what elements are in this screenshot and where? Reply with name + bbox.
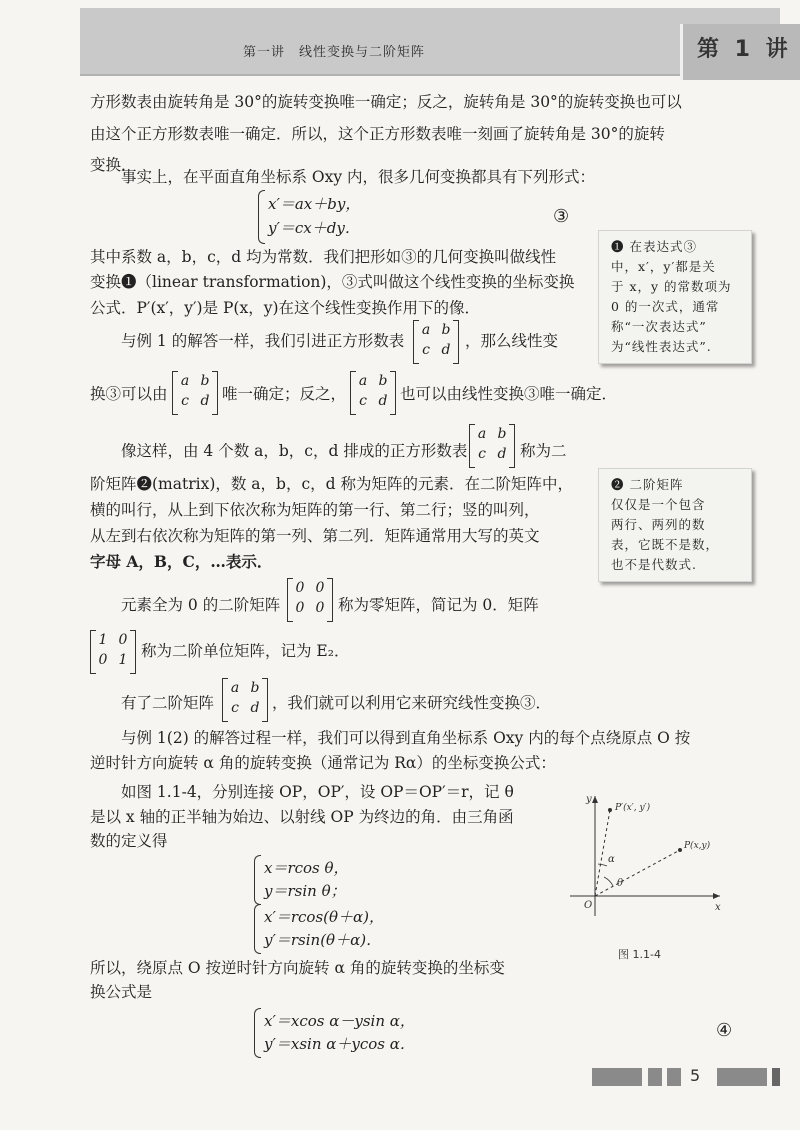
text-line: 元素全为 0 的二阶矩阵 (121, 596, 281, 614)
text-line: 字母 A，B，C，…表示． (90, 552, 273, 571)
theta-arc (604, 877, 613, 886)
text-line: 称为零矩阵，简记为 0．矩阵 (338, 596, 539, 614)
y-axis-arrow (592, 796, 598, 803)
equation-polar-1: x＝rcos θ， y＝rsin θ； (254, 855, 404, 903)
text-line: 换③可以由 (90, 385, 168, 403)
text-line: 是以 x 轴的正半轴为始边、以射线 OP 为终边的角．由三角函 (90, 808, 514, 826)
equation-polar-2: x′＝rcos(θ＋α)， y′＝rsin(θ＋α)． (254, 904, 424, 952)
text-line: 阶矩阵❷(matrix)，数 a，b，c，d 称为矩阵的元素．在二阶矩阵中， (90, 475, 573, 493)
text-line: 从左到右依次称为矩阵的第一列、第二列．矩阵通常用大写的英文 (90, 527, 540, 545)
text-line: 数的定义得 (90, 832, 168, 850)
lecture-badge (680, 24, 800, 80)
alpha-arc (598, 864, 607, 866)
text-line: 方形数表由旋转角是 30°的旋转变换唯一确定；反之，旋转角是 30°的旋转变换也可以 (90, 93, 682, 111)
alpha-label: α (608, 854, 615, 865)
rotation-figure (560, 790, 730, 920)
text-line: 称为二 (520, 442, 567, 460)
matrix-zero: 0 0 0 0 (287, 578, 333, 620)
text-line: 公式．P′(x′，y′)是 P(x，y)在这个线性变换作用下的像． (90, 299, 481, 317)
origin-label: O (584, 900, 593, 911)
equation-4: x′＝xcos α－ysin α， y′＝xsin α＋ycos α． (254, 1008, 464, 1056)
text-line: 其中系数 a，b，c，d 均为常数．我们把形如③的几何变换叫做线性 (90, 248, 557, 266)
matrix-abcd: a b c d (469, 424, 515, 466)
text-line: 有了二阶矩阵 (121, 694, 215, 712)
page-header (80, 8, 792, 76)
equation-line: y′＝cx＋dy． (268, 219, 360, 237)
ray-op-prime (595, 810, 610, 896)
x-axis-label: x (715, 902, 721, 913)
margin-note-2: ❷ 二阶矩阵 仅仅是一个包含 两行、两列的数 表，它既不是数， 也不是代数式. (598, 468, 752, 582)
matrix-abcd: a b c d (413, 320, 459, 362)
text-line: 换公式是 (90, 983, 153, 1001)
text-line: 变换． (90, 156, 137, 174)
text-line: 也可以由线性变换③唯一确定． (400, 385, 618, 403)
point-p-prime (608, 808, 612, 812)
text-line: 由这个正方形数表唯一确定．所以，这个正方形数表唯一刻画了旋转角是 30°的旋转 (90, 125, 665, 143)
y-axis-label: y (586, 794, 592, 805)
text-line: 横的叫行，从上到下依次称为矩阵的第一行、第二行；竖的叫列， (90, 501, 540, 519)
equation-number-4: ④ (716, 1020, 733, 1041)
text-line: 称为二阶单位矩阵，记为 E₂． (141, 642, 350, 660)
p-label: P(x,y) (684, 841, 711, 851)
p-prime-label: P′(x′, y′) (615, 803, 651, 813)
lecture-badge-text: 第 1 讲 (697, 37, 792, 62)
text-line: 事实上，在平面直角坐标系 Oxy 内，很多几何变换都具有下列形式： (121, 168, 596, 186)
theta-label: θ (617, 878, 624, 889)
text-line: 唯一确定；反之， (222, 385, 347, 403)
text-line: 逆时针方向旋转 α 角的旋转变换（通常记为 Rα）的坐标变换公式： (90, 754, 556, 772)
text-line: 所以，绕原点 O 按逆时针方向旋转 α 角的旋转变换的坐标变 (90, 959, 505, 977)
text-line: 与例 1 的解答一样，我们引进正方形数表 (121, 332, 405, 350)
matrix-abcd: a b c d (350, 371, 396, 413)
matrix-identity: 1 0 0 1 (90, 630, 136, 672)
equation-line: x′＝ax＋by， (268, 195, 361, 213)
point-p (678, 848, 682, 852)
equation-number-3: ③ (553, 206, 570, 227)
page-number: 5 (690, 1066, 701, 1085)
text-line: 像这样，由 4 个数 a，b，c，d 排成的正方形数表 (121, 442, 468, 460)
text-line: ，我们就可以利用它来研究线性变换③． (272, 694, 552, 712)
matrix-abcd: a b c d (222, 678, 268, 720)
figure-caption: 图 1.1-4 (618, 948, 661, 961)
equation-3 (258, 190, 408, 242)
text-line: 与例 1(2) 的解答过程一样，我们可以得到直角坐标系 Oxy 内的每个点绕原点 O 按 (121, 729, 691, 747)
matrix-abcd: a b c d (172, 371, 218, 413)
text-line: ，那么线性变 (465, 332, 559, 350)
text-line: 变换❶（linear transformation)，③式叫做这个线性变换的坐标变换 (90, 273, 575, 291)
margin-note-1: ❶ 在表达式③ 中，x′，y′都是关 于 x，y 的常数项为 0 的一次式，通常 称“一次表达式” 为“线性表达式”. (598, 230, 752, 364)
text-line: 如图 1.1-4，分别连接 OP，OP′，设 OP＝OP′＝r，记 θ (121, 783, 514, 801)
x-axis-arrow (713, 893, 720, 899)
chapter-title: 第一讲 线性变换与二阶矩阵 (243, 45, 426, 60)
